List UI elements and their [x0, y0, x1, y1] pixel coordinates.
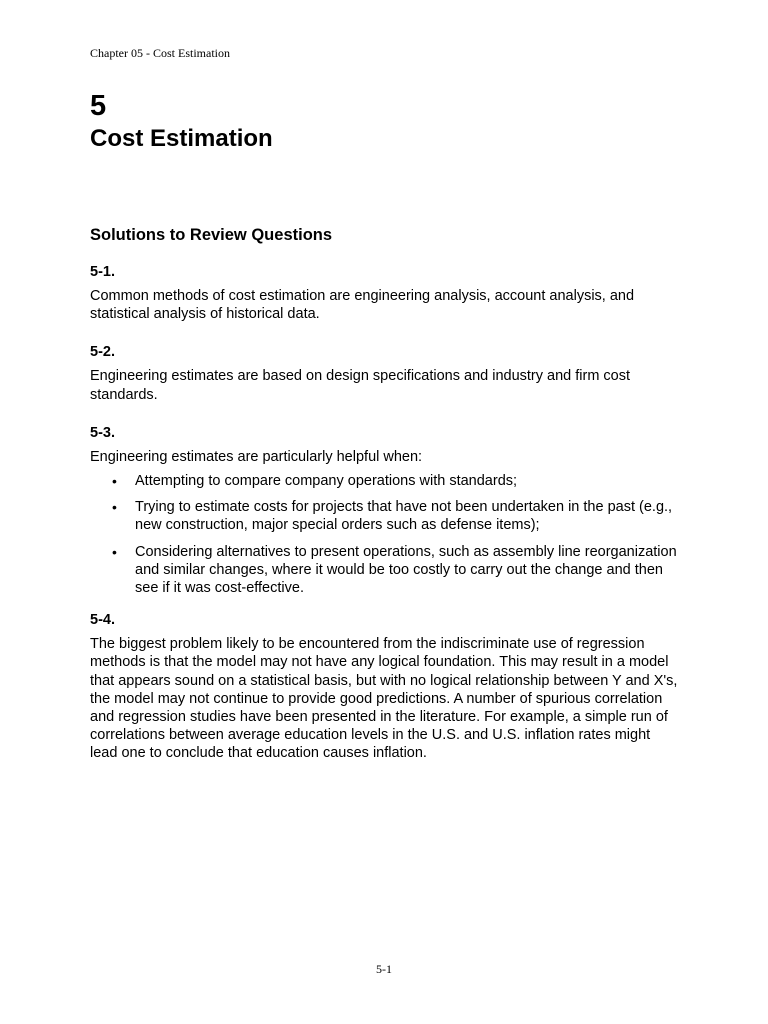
- bullet-icon: •: [112, 499, 117, 516]
- answer-text: Engineering estimates are particularly helpful when:: [90, 448, 423, 465]
- list-item: [90, 472, 680, 490]
- question-5-2: [90, 343, 680, 403]
- bullet-icon: •: [112, 543, 117, 560]
- document-body: [90, 225, 680, 783]
- answer-text: Common methods of cost estimation are engineering analysis, account analysis, and statistical analysis of historical data.: [90, 288, 635, 323]
- list-item: [90, 498, 680, 534]
- question-label: 5-4.: [90, 612, 115, 629]
- question-label: 5-3.: [90, 424, 115, 441]
- answer-text: Engineering estimates are based on design specifications and industry and firm cost standards.: [90, 368, 631, 403]
- section-heading: Solutions to Review Questions: [90, 226, 333, 244]
- question-5-4: [90, 611, 680, 762]
- question-label: 5-2.: [90, 344, 115, 361]
- question-label: 5-1.: [90, 264, 115, 280]
- chapter-number: 5: [90, 90, 107, 122]
- bullet-icon: •: [112, 473, 117, 490]
- list-item: [90, 543, 680, 598]
- page-number: 5-1: [376, 962, 392, 976]
- question-5-1: [90, 263, 680, 323]
- answer-text: The biggest problem likely to be encountered from the indiscriminate use of regression methods is that the model may not have any logical foundation. This may result in a model that appears sound on a statistical basis, but with no logical relationship between Y and X's, the model may not continue to provide good predictions. A number of spurious correlation and regression studies have been presented in the literature. For example, a simple run of correlations between average education levels in the U.S. and U.S. inflation rates might lead one to conclude that education causes inflation.: [90, 636, 678, 762]
- list-item-text: Trying to estimate costs for projects that have not been undertaken in the past (e.g., new construction, major special orders such as defense items);: [135, 499, 673, 534]
- question-5-3: [90, 424, 680, 597]
- bullet-list: [90, 472, 680, 597]
- list-item-text: Attempting to compare company operations with standards;: [135, 473, 518, 490]
- chapter-title: Cost Estimation: [90, 125, 273, 152]
- running-header: Chapter 05 - Cost Estimation: [90, 46, 230, 60]
- list-item-text: Considering alternatives to present operations, such as assembly line reorganization and similar changes, where it would be too costly to carry out the change and then see if it was cost-effective.: [135, 543, 677, 597]
